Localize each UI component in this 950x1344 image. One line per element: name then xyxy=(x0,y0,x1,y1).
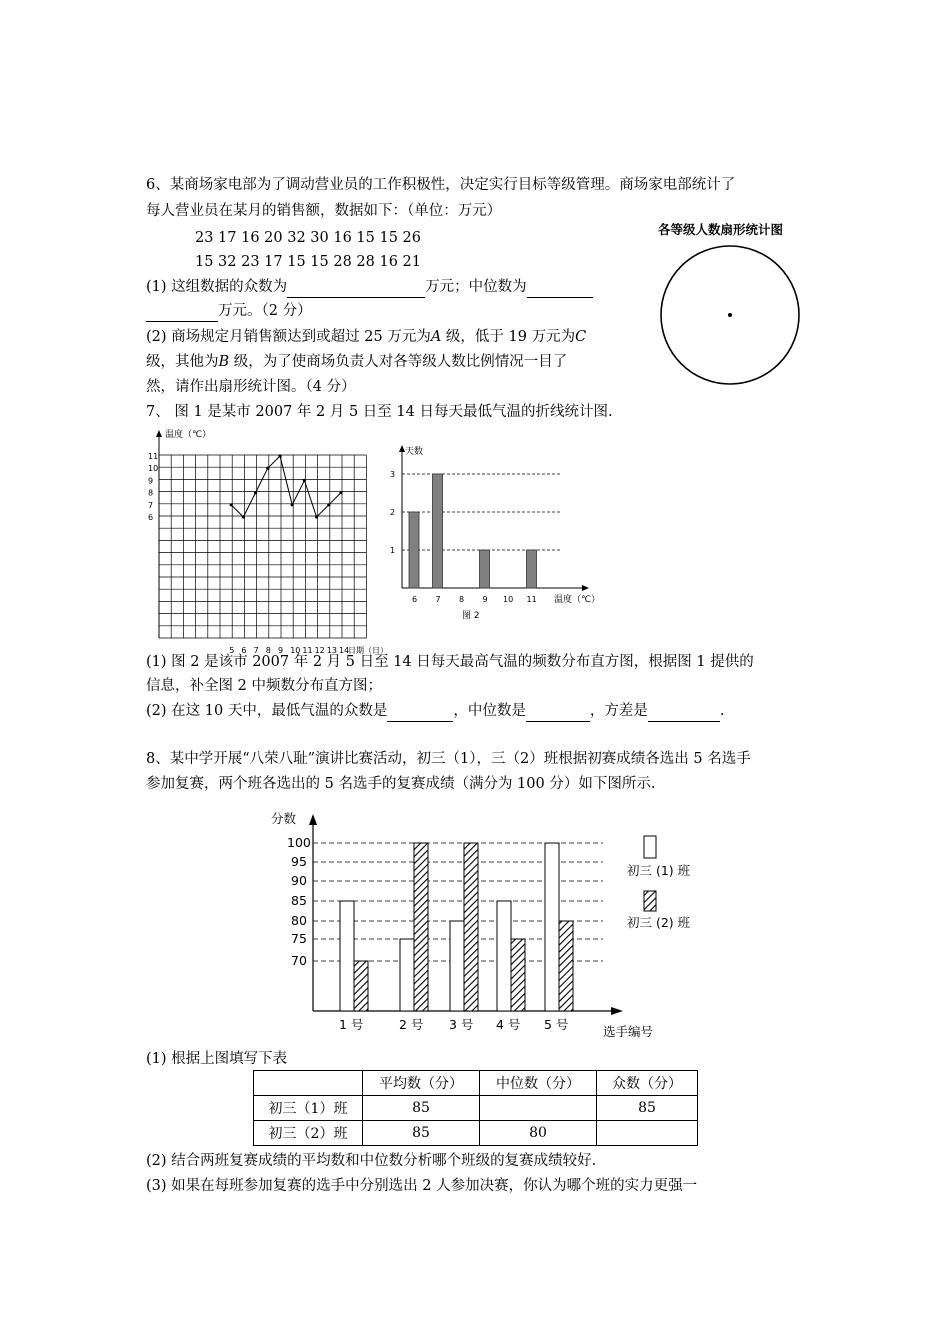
x-tick-label: 6 xyxy=(412,595,418,604)
table-cell: 初三（1）班 xyxy=(254,1096,363,1121)
x-axis-arrow xyxy=(611,1007,623,1015)
q7-part1-l1: (1) 图 2 是该市 2007 年 2 月 5 日至 14 日每天最高气温的频数分布直方图，根据图 1 提供的 xyxy=(146,654,754,670)
x-tick-label: 3 号 xyxy=(449,1017,474,1032)
legend-label: 初三 (2) 班 xyxy=(627,915,691,930)
bar-class2 xyxy=(464,843,478,1011)
data-point xyxy=(278,454,281,457)
data-point xyxy=(230,503,233,506)
data-point xyxy=(315,515,318,518)
q7-part2: (2) 在这 10 天中，最低气温的众数是 ，中位数是 ，方差是 . xyxy=(146,701,724,722)
q6-part2-l1: (2) 商场规定月销售额达到或超过 25 万元为A 级，低于 19 万元为C xyxy=(146,329,587,345)
x-axis-label: 选手编号 xyxy=(603,1024,654,1039)
x-tick-label: 11 xyxy=(526,595,537,604)
min-temp-median-blank[interactable] xyxy=(526,701,590,722)
q8-line1: 8、某中学开展“八荣八耻”演讲比赛活动，初三（1），三（2）班根据初赛成绩各选出 5 名选手 xyxy=(146,751,751,767)
q7-intro: 7、 图 1 是某市 2007 年 2 月 5 日至 14 日每天最低气温的折线统计图. xyxy=(146,404,613,420)
q6-data-row1: 23 17 16 20 32 30 16 15 15 26 xyxy=(195,230,421,246)
x-axis-label: 日期（日） xyxy=(348,646,388,655)
temperature-line xyxy=(231,456,341,517)
y-tick-label: 2 xyxy=(390,508,396,517)
table-header-cell: 中位数（分） xyxy=(480,1071,597,1096)
table-header-cell: 平均数（分） xyxy=(363,1071,480,1096)
y-tick-label: 85 xyxy=(291,893,307,908)
y-tick-label: 7 xyxy=(148,500,154,510)
legend-swatch-class1 xyxy=(644,836,656,858)
table-cell: 初三（2）班 xyxy=(254,1121,363,1146)
y-tick-label: 11 xyxy=(148,452,159,461)
data-point xyxy=(339,491,342,494)
min-temp-mode-blank[interactable] xyxy=(387,701,453,722)
x-tick-label: 14 xyxy=(339,646,350,655)
empty-pie-circle[interactable] xyxy=(658,244,804,390)
x-tick-label: 9 xyxy=(482,595,488,604)
variance-blank[interactable] xyxy=(648,701,720,722)
y-tick-label: 9 xyxy=(148,476,154,486)
bar-class2 xyxy=(511,939,525,1011)
x-axis-label: 温度（℃） xyxy=(554,595,601,605)
x-tick-label: 5 xyxy=(229,646,235,655)
bar-class1 xyxy=(450,921,464,1011)
y-tick-label: 100 xyxy=(287,835,311,850)
mode-blank[interactable] xyxy=(287,277,425,298)
score-bar-chart xyxy=(260,805,710,1039)
y-axis-arrow xyxy=(156,430,162,437)
x-axis-arrow xyxy=(582,585,589,591)
stats-table xyxy=(253,1070,698,1146)
histogram-bar xyxy=(433,474,443,588)
x-tick-label: 11 xyxy=(302,646,313,655)
q6-line1: 6、某商场家电部为了调动营业员的工作积极性，决定实行目标等级管理。商场家电部统计了 xyxy=(146,177,736,193)
x-tick-label: 5 号 xyxy=(544,1017,569,1032)
q6-line2: 每人营业员在某月的销售额，数据如下：（单位：万元） xyxy=(146,203,502,219)
data-point xyxy=(303,479,306,482)
data-point xyxy=(291,503,294,506)
bar-class1 xyxy=(340,901,354,1011)
bar-class1 xyxy=(400,939,414,1011)
y-tick-label: 1 xyxy=(390,546,396,555)
bar-class2 xyxy=(414,843,428,1011)
bar-class1 xyxy=(497,901,511,1011)
fig2-histogram xyxy=(370,440,610,625)
x-tick-label: 1 号 xyxy=(339,1017,364,1032)
bar-class1 xyxy=(545,843,559,1011)
y-tick-label: 3 xyxy=(390,470,396,479)
y-axis-arrow xyxy=(309,814,317,825)
y-tick-label: 90 xyxy=(291,873,307,888)
y-tick-label: 70 xyxy=(291,953,307,968)
y-tick-label: 6 xyxy=(148,513,154,522)
bar-class2 xyxy=(559,921,573,1011)
fig1-line-chart xyxy=(146,425,388,655)
figure-caption: 图 2 xyxy=(462,611,480,621)
data-point xyxy=(266,467,269,470)
q6-part2-l3: 然，请作出扇形统计图。（4 分） xyxy=(146,379,356,395)
y-axis-label: 温度（℃） xyxy=(165,430,212,440)
x-tick-label: 8 xyxy=(459,595,465,604)
q8-line2: 参加复赛，两个班各选出的 5 名选手的复赛成绩（满分为 100 分）如下图所示. xyxy=(146,776,656,792)
median-blank-a[interactable] xyxy=(527,277,593,298)
q8-part2: (2) 结合两班复赛成绩的平均数和中位数分析哪个班级的复赛成绩较好. xyxy=(146,1153,597,1169)
data-point xyxy=(242,515,245,518)
y-tick-label: 80 xyxy=(291,913,307,928)
median-blank-b[interactable] xyxy=(146,301,218,322)
x-tick-label: 10 xyxy=(290,646,301,655)
q6-part2-l2: 级，其他为B 级，为了使商场负责人对各等级人数比例情况一目了 xyxy=(146,354,568,370)
x-tick-label: 7 xyxy=(435,595,441,604)
x-tick-label: 7 xyxy=(253,646,259,655)
bar-class2 xyxy=(354,961,368,1011)
pie-chart-title: 各等级人数扇形统计图 xyxy=(658,222,784,237)
x-tick-label: 12 xyxy=(314,646,325,655)
table-header-cell xyxy=(254,1071,363,1096)
table-cell: 85 xyxy=(363,1096,480,1121)
x-tick-label: 6 xyxy=(241,646,247,655)
x-tick-label: 10 xyxy=(503,595,514,604)
y-tick-label: 10 xyxy=(148,464,159,474)
q6-data-row2: 15 32 23 17 15 15 28 28 16 21 xyxy=(195,254,421,270)
table-cell: 85 xyxy=(597,1096,698,1121)
table-row xyxy=(254,1121,698,1146)
q8-table-prompt: (1) 根据上图填写下表 xyxy=(146,1051,288,1067)
y-axis-label: 分数 xyxy=(271,811,297,826)
histogram-bar xyxy=(527,550,537,588)
q6-part1-cont: 万元。（2 分） xyxy=(146,301,312,322)
table-row xyxy=(254,1096,698,1121)
x-tick-label: 9 xyxy=(278,646,284,655)
histogram-bar xyxy=(480,550,490,588)
y-tick-label: 75 xyxy=(291,931,307,946)
q7-part1-l2: 信息，补全图 2 中频数分布直方图； xyxy=(146,678,382,694)
table-cell-blank[interactable] xyxy=(480,1096,597,1121)
q6-part1: (1) 这组数据的众数为 万元；中位数为 xyxy=(146,277,593,298)
histogram-bar xyxy=(409,512,419,588)
data-point xyxy=(327,503,330,506)
y-tick-label: 95 xyxy=(291,854,307,869)
y-tick-label: 8 xyxy=(148,488,154,498)
x-tick-label: 4 号 xyxy=(496,1017,521,1032)
legend-swatch-class2 xyxy=(644,891,656,911)
table-header-cell: 众数（分） xyxy=(597,1071,698,1096)
table-header-row xyxy=(254,1071,698,1096)
q8-part3: (3) 如果在每班参加复赛的选手中分别选出 2 人参加决赛，你认为哪个班的实力更强一 xyxy=(146,1178,698,1194)
table-cell: 85 xyxy=(363,1121,480,1146)
x-tick-label: 13 xyxy=(326,646,337,655)
y-axis-label: 天数 xyxy=(405,447,424,457)
x-tick-label: 8 xyxy=(265,646,271,655)
x-tick-label: 2 号 xyxy=(399,1017,424,1032)
table-cell-blank[interactable] xyxy=(597,1121,698,1146)
legend-label: 初三 (1) 班 xyxy=(627,863,691,878)
table-cell: 80 xyxy=(480,1121,597,1146)
data-point xyxy=(254,491,257,494)
